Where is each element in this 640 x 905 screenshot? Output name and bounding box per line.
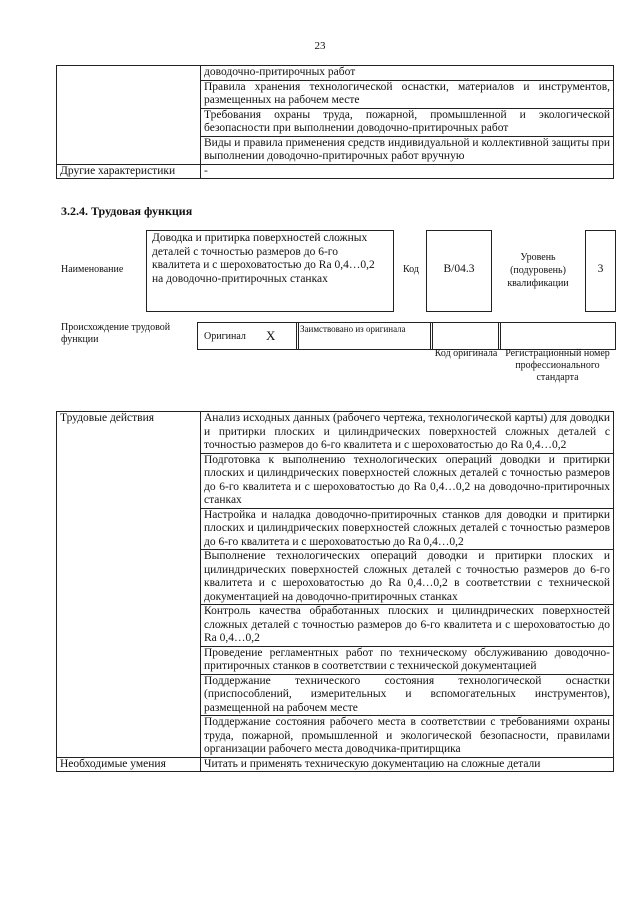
- page-number: 23: [314, 40, 326, 52]
- level-value: 3: [597, 263, 604, 275]
- code-value: B/04.3: [443, 263, 475, 275]
- table-cell: Контроль качества обработанных плоских и цилиндрических поверхностей сложных деталей с точностью размеров до 6-го квалитета и с шероховатостью до Ra 0,4…0,2: [201, 605, 614, 647]
- code-orig-box: [430, 322, 501, 350]
- table-cell: Требования охраны труда, пожарной, промышленной и экологической безопасности при выполнении доводочно-притирочных работ: [201, 108, 614, 136]
- name-box: [146, 230, 394, 312]
- level-label: Уровень (подуровень) квалификации: [507, 252, 569, 289]
- row-label: Трудовые действия: [57, 412, 201, 758]
- knowledge-table: [56, 65, 614, 179]
- table-cell: Анализ исходных данных (рабочего чертежа, технологической карты) для доводки и притирки плоских и цилиндрических поверхностей сложных деталей с точностью размеров до 6-го квалитета и с шероховатостью до Ra 0,4…0,2: [201, 412, 614, 454]
- borrowed-label: Заимствовано из оригинала: [300, 324, 406, 334]
- origin-label: Происхождение трудовой функции: [61, 322, 171, 345]
- name-label: Наименование: [61, 264, 124, 275]
- section-heading: 3.2.4. Трудовая функция: [61, 204, 193, 218]
- original-box: [197, 322, 299, 350]
- table-row: [57, 164, 614, 179]
- table-cell: Настройка и наладка доводочно-притирочных станков для доводки и притирки плоских и цилиндрических поверхностей сложных деталей с точностью размеров до 6-го квалитета и с шероховатостью до Ra 0,4…0,2: [201, 508, 614, 550]
- table-cell: Правила хранения технологической оснастки, материалов и инструментов, размещенных на рабочем месте: [201, 80, 614, 108]
- code-box: [426, 230, 492, 312]
- reg-number-label: Регистрационный номер профессионального стандарта: [505, 348, 610, 383]
- row-label: Другие характеристики: [57, 164, 201, 179]
- original-mark: X: [266, 328, 276, 343]
- reg-number-box: [498, 322, 616, 350]
- table-cell: доводочно-притирочных работ: [201, 66, 614, 81]
- table-cell: Поддержание технического состояния технологической оснастки (приспособлений, измерительных и вспомогательных инструментов), размещенной на рабочем месте: [201, 674, 614, 716]
- row-label: [57, 66, 201, 165]
- table-row: [57, 412, 614, 454]
- function-name: Доводка и притирка поверхностей сложных деталей с точностью размеров до 6-го квалитета и с шероховатостью до Ra 0,4…0,2 на доводочно-притирочных станках: [152, 232, 375, 285]
- labor-table: [56, 411, 614, 772]
- code-label: Код: [403, 264, 419, 275]
- table-cell: Выполнение технологических операций доводки и притирки плоских и цилиндрических поверхностей сложных деталей с точностью размеров до 6-го квалитета и с шероховатостью до Ra 0,4…0,2 в соответствии с технической документацией на доводочно-притирочных станках: [201, 550, 614, 605]
- table-cell: Виды и правила применения средств индивидуальной и коллективной защиты при выполнении доводочно-притирочных работ вручную: [201, 136, 614, 164]
- level-box: [585, 230, 616, 312]
- code-orig-label: Код оригинала: [434, 348, 498, 359]
- table-cell: Читать и применять техническую документацию на сложные детали: [201, 757, 614, 772]
- borrowed-box: [296, 322, 433, 350]
- table-cell: Поддержание состояния рабочего места в соответствии с требованиями охраны труда, пожарной, промышленной и экологической безопасности, правилами организации рабочего места доводчика-притирщика: [201, 716, 614, 758]
- original-label: Оригинал: [204, 331, 246, 342]
- table-row: [57, 757, 614, 772]
- table-cell: Подготовка к выполнению технологических операций доводки и притирки плоских и цилиндрических поверхностей сложных деталей с точностью размеров до 6-го квалитета и с шероховатостью до Ra 0,4…0,2 на доводочно-притирочных станках: [201, 453, 614, 508]
- table-row: [57, 66, 614, 81]
- table-cell: Проведение регламентных работ по техническому обслуживанию доводочно-притирочных станков в соответствии с технической документацией: [201, 646, 614, 674]
- row-label: Необходимые умения: [57, 757, 201, 772]
- table-cell: -: [201, 164, 614, 179]
